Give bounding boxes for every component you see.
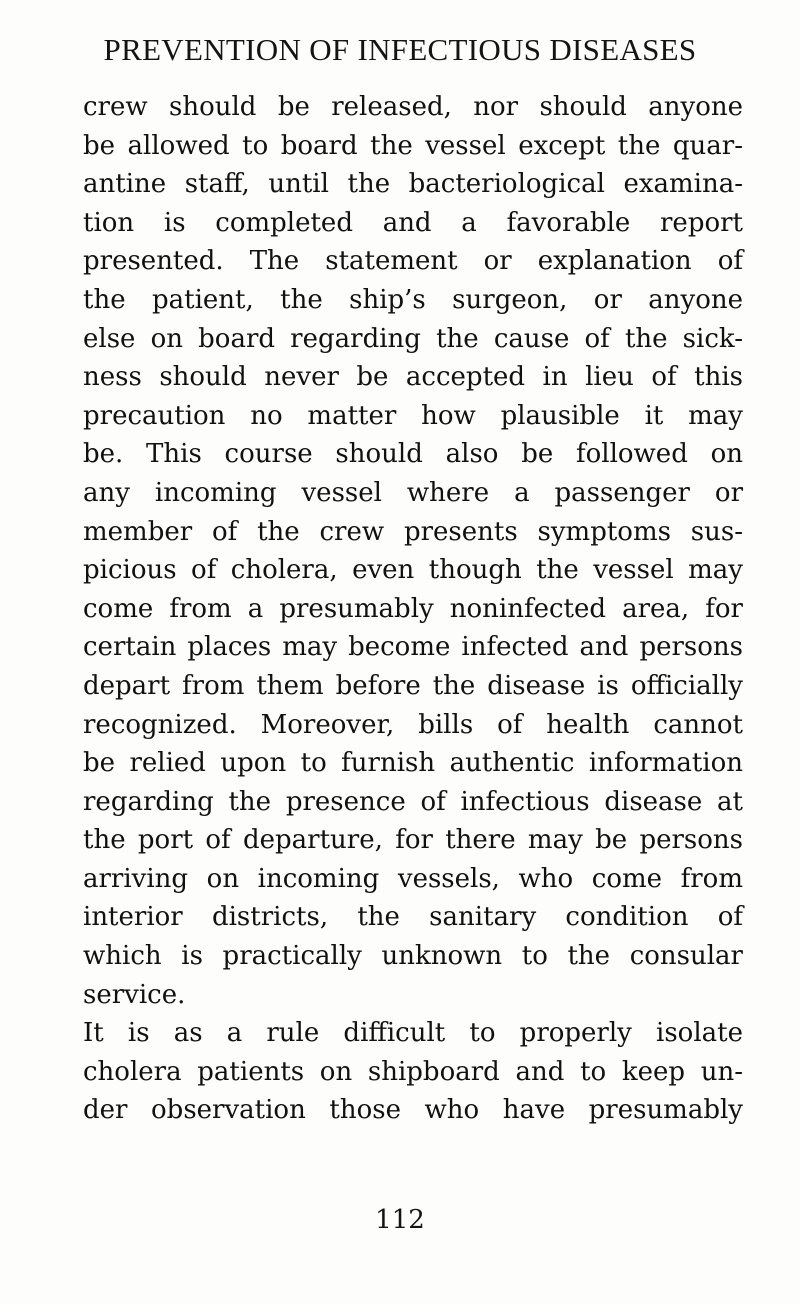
text-line: come from a presumably noninfected area, for	[83, 593, 743, 624]
text-line: depart from them before the disease is officially	[83, 670, 743, 701]
running-head: PREVENTION OF INFECTIOUS DISEASES	[103, 32, 697, 67]
text-line: any incoming vessel where a passenger or	[83, 477, 743, 508]
text-line: precaution no matter how plausible it may	[83, 400, 743, 431]
text-line: which is practically unknown to the consular	[83, 941, 743, 972]
page-number: 112	[375, 1205, 425, 1235]
text-line: the port of departure, for there may be persons	[83, 825, 743, 856]
text-line: It is as a rule difficult to properly isolate	[83, 1018, 743, 1049]
text-line: be. This course should also be followed on	[83, 439, 743, 470]
text-line: regarding the presence of infectious disease at	[83, 786, 743, 817]
text-line: recognized. Moreover, bills of health cannot	[83, 709, 743, 740]
text-line: crew should be released, nor should anyone	[83, 92, 743, 122]
body-text	[83, 88, 743, 1130]
text-line: be relied upon to furnish authentic information	[83, 748, 743, 779]
text-line: be allowed to board the vessel except the quar-	[83, 130, 743, 161]
text-line: antine staff, until the bacteriological examina-	[83, 169, 743, 200]
text-line: arriving on incoming vessels, who come from	[83, 863, 743, 894]
text-line: member of the crew presents symptoms sus-	[83, 516, 743, 547]
text-line: else on board regarding the cause of the sick-	[83, 323, 743, 354]
text-line: ness should never be accepted in lieu of this	[83, 362, 743, 393]
text-line: service.	[83, 979, 186, 1010]
text-line: certain places may become infected and persons	[83, 632, 743, 663]
text-line: der observation those who have presumably	[83, 1095, 743, 1126]
text-line: tion is completed and a favorable report	[83, 207, 743, 238]
text-line: cholera patients on shipboard and to keep un-	[83, 1056, 743, 1087]
text-line: picious of cholera, even though the vessel may	[83, 555, 743, 586]
text-line: the patient, the ship’s surgeon, or anyone	[83, 284, 743, 315]
text-line: interior districts, the sanitary condition of	[83, 902, 743, 933]
text-line: presented. The statement or explanation of	[83, 246, 743, 277]
